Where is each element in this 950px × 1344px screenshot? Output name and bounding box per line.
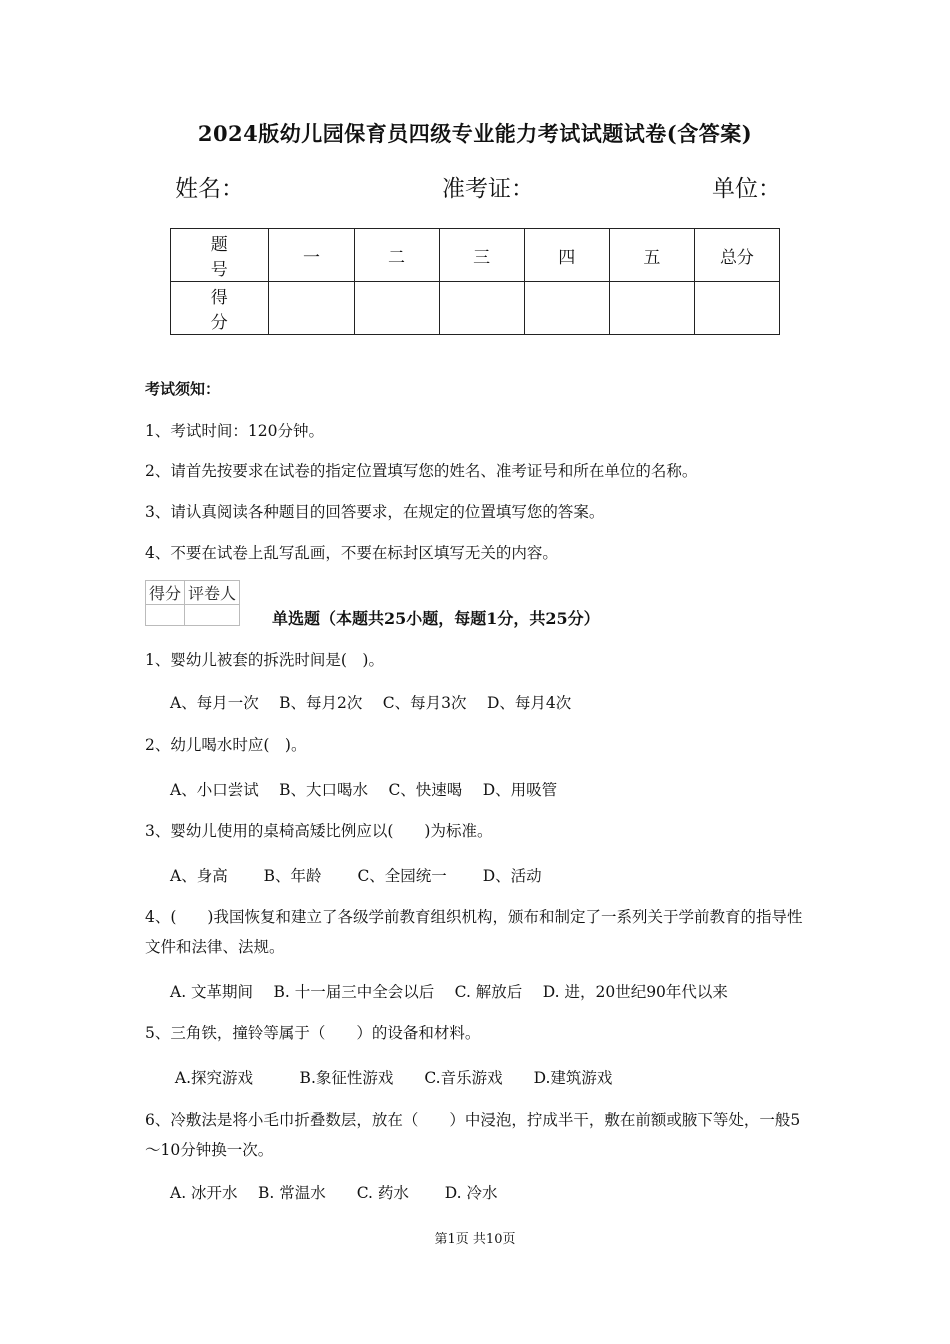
score-cell <box>439 282 524 335</box>
unit-label: 单位： <box>712 176 781 202</box>
score-header-cell: 三 <box>439 229 524 282</box>
score-cell <box>609 282 694 335</box>
grader-reviewer-cell <box>185 605 240 626</box>
score-header-cell: 总分 <box>694 229 779 282</box>
score-header-cell: 四 <box>524 229 609 282</box>
score-cell <box>269 282 354 335</box>
score-cell <box>524 282 609 335</box>
question-options: A、小口尝试 B、大口喝水 C、快速喝 D、用吸管 <box>170 781 558 799</box>
notice-item: 3、请认真阅读各种题目的回答要求，在规定的位置填写您的答案。 <box>145 503 605 521</box>
grader-score-cell <box>146 605 185 626</box>
question-options: A. 文革期间 B. 十一届三中全会以后 C. 解放后 D. 进，20世纪90年代以来 <box>170 983 728 1001</box>
question-text: 2、幼儿喝水时应( )。 <box>145 736 307 754</box>
question-text: 5、三角铁，撞铃等属于（ ）的设备和材料。 <box>145 1024 481 1042</box>
question-text: 3、婴幼儿使用的桌椅高矮比例应以( )为标准。 <box>145 822 493 840</box>
score-header-cell: 五 <box>609 229 694 282</box>
score-header-cell: 一 <box>269 229 354 282</box>
notice-item: 4、不要在试卷上乱写乱画，不要在标封区填写无关的内容。 <box>145 544 558 562</box>
question-options: A.探究游戏 B.象征性游戏 C.音乐游戏 D.建筑游戏 <box>170 1069 613 1087</box>
score-cell <box>694 282 779 335</box>
question-options: A、每月一次 B、每月2次 C、每月3次 D、每月4次 <box>170 694 572 712</box>
score-header-cell: 题 号 <box>171 229 269 282</box>
grader-box <box>145 580 240 626</box>
question-text: 1、婴幼儿被套的拆洗时间是( )。 <box>145 651 384 669</box>
question-options: A. 冰开水 B. 常温水 C. 药水 D. 冷水 <box>170 1184 498 1202</box>
question-text: 6、冷敷法是将小毛巾折叠数层，放在（ ）中浸泡，拧成半干，敷在前额或腋下等处，一般5～10分钟换一次。 <box>145 1111 801 1159</box>
score-table-score-row <box>171 282 780 335</box>
notice-title: 考试须知： <box>145 380 221 398</box>
score-table <box>170 228 780 335</box>
score-table-header-row <box>171 229 780 282</box>
name-label: 姓名： <box>175 176 244 202</box>
grader-score-label: 得分 <box>146 581 185 605</box>
exam-id-label: 准考证： <box>442 176 534 202</box>
section-title: 单选题（本题共25小题，每题1分，共25分） <box>272 609 600 628</box>
question-text: 4、( )我国恢复和建立了各级学前教育组织机构，颁布和制定了一系列关于学前教育的指导性文件和法律、法规。 <box>145 908 803 956</box>
notice-item: 1、考试时间：120分钟。 <box>145 422 324 440</box>
page-title: 2024版幼儿园保育员四级专业能力考试试题试卷(含答案) <box>197 121 753 146</box>
score-row-label: 得 分 <box>171 282 269 335</box>
page-footer: 第1页 共10页 <box>434 1232 516 1247</box>
grader-reviewer-label: 评卷人 <box>185 581 240 605</box>
question-options: A、身高 B、年龄 C、全园统一 D、活动 <box>170 867 542 885</box>
notice-item: 2、请首先按要求在试卷的指定位置填写您的姓名、准考证号和所在单位的名称。 <box>145 462 698 480</box>
score-header-cell: 二 <box>354 229 439 282</box>
score-cell <box>354 282 439 335</box>
